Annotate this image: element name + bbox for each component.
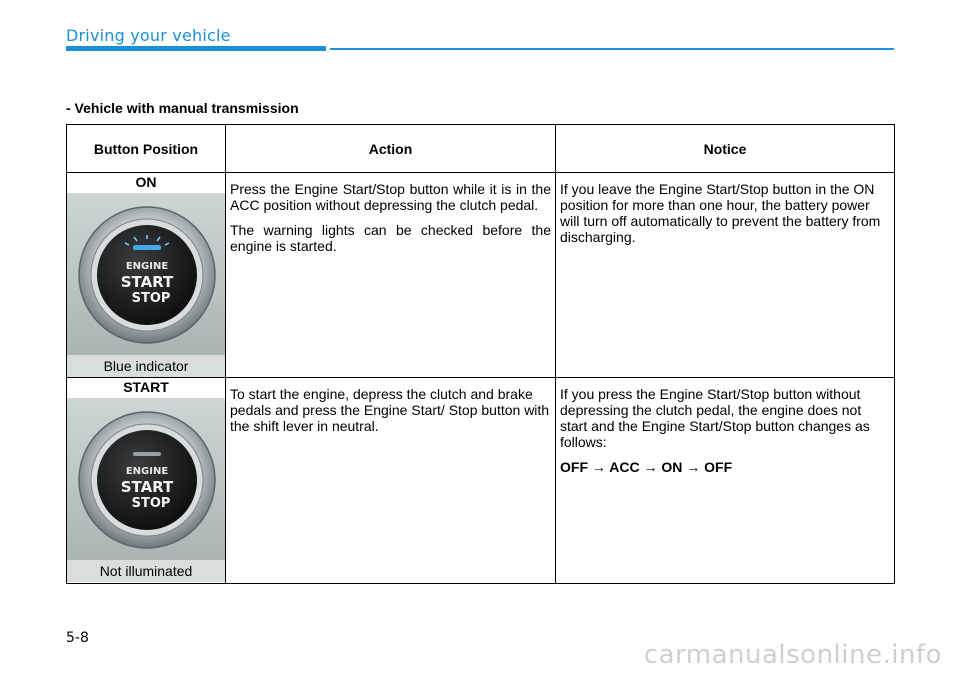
position-caption: Not illuminated: [67, 560, 225, 582]
notice-cell: [556, 173, 895, 378]
engine-button-image: [67, 398, 225, 560]
header-accent-bar: [66, 46, 326, 51]
position-cell: [67, 173, 226, 378]
position-label: ON: [67, 173, 225, 193]
svg-text:STOP: STOP: [131, 291, 171, 306]
action-text: Press the Engine Start/Stop button while it is in the ACC position without depressing the clutch pedal.: [230, 181, 551, 213]
notice-text: If you press the Engine Start/Stop button without depressing the clutch pedal, the engine does not start and the Engine Start/Stop button changes as follows:: [560, 386, 870, 450]
position-cell: [67, 378, 226, 584]
notice-cell: [556, 378, 895, 584]
section-title: Driving your vehicle: [66, 26, 231, 45]
header-rule: [330, 48, 894, 50]
notice-text: If you leave the Engine Start/Stop button in the ON position for more than one hour, the battery power will turn off automatically to prevent the battery from discharging.: [560, 181, 881, 245]
engine-start-stop-button-icon: [77, 404, 217, 556]
position-label: START: [67, 378, 225, 398]
svg-text:STOP: STOP: [131, 496, 171, 511]
header-action: Action: [226, 125, 556, 173]
action-text: To start the engine, depress the clutch and brake pedals and press the Engine Start/ Stop button with the shift lever in neutral.: [230, 386, 550, 434]
engine-start-stop-button-icon: [77, 199, 217, 351]
transmission-subtitle: - Vehicle with manual transmission: [66, 100, 299, 116]
watermark: carmanualsonline.info: [643, 640, 942, 670]
table-row-start: [67, 378, 895, 584]
indicator-light: [133, 452, 161, 456]
svg-text:START: START: [120, 478, 174, 496]
action-text: The warning lights can be checked before the engine is started.: [230, 222, 551, 254]
header-button-position: Button Position: [67, 125, 226, 173]
action-cell: [226, 378, 556, 584]
button-state-sequence: OFF → ACC → ON → OFF: [560, 459, 733, 475]
svg-text:ENGINE: ENGINE: [125, 261, 169, 272]
svg-text:ENGINE: ENGINE: [125, 466, 169, 477]
header-notice: Notice: [556, 125, 895, 173]
page-number: 5-8: [66, 630, 89, 646]
action-cell: [226, 173, 556, 378]
position-caption: Blue indicator: [67, 355, 225, 377]
svg-text:START: START: [120, 273, 174, 291]
table-header-row: [67, 125, 895, 173]
indicator-light: [133, 245, 161, 250]
engine-button-image: [67, 193, 225, 355]
table-row-on: [67, 173, 895, 378]
button-position-table: [66, 124, 895, 584]
